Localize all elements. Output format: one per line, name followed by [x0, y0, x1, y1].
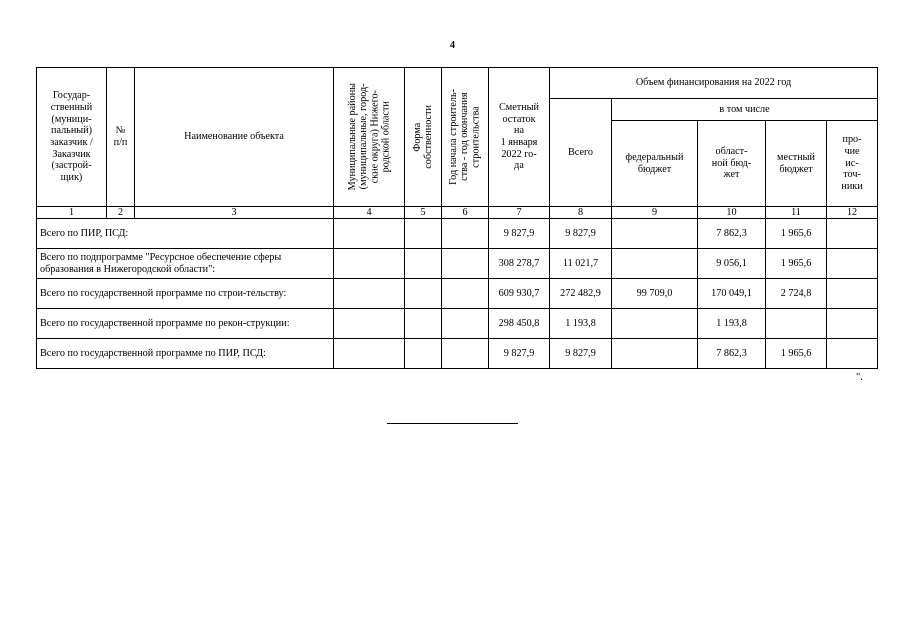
row-other — [827, 249, 878, 279]
row-balance: 308 278,7 — [489, 249, 550, 279]
column-number: 8 — [550, 207, 612, 219]
table-row — [37, 309, 878, 339]
row-label: Всего по государственной программе по ПИР, ПСД: — [37, 339, 334, 369]
header-number: № п/п — [107, 68, 135, 207]
table-row — [37, 339, 878, 369]
row-local: 2 724,8 — [766, 279, 827, 309]
row-total: 272 482,9 — [550, 279, 612, 309]
table-row — [37, 219, 878, 249]
column-number: 2 — [107, 207, 135, 219]
row-total: 9 827,9 — [550, 219, 612, 249]
row-regional: 7 862,3 — [698, 219, 766, 249]
header-local: местный бюджет — [766, 121, 827, 207]
header-object-name: Наименование объекта — [135, 68, 334, 207]
column-number: 1 — [37, 207, 107, 219]
row-total: 1 193,8 — [550, 309, 612, 339]
row-balance: 9 827,9 — [489, 339, 550, 369]
column-number: 9 — [612, 207, 698, 219]
closing-quote: ". — [856, 372, 863, 383]
header-including: в том числе — [612, 99, 878, 121]
row-regional: 9 056,1 — [698, 249, 766, 279]
row-federal — [612, 309, 698, 339]
row-balance: 298 450,8 — [489, 309, 550, 339]
column-number: 3 — [135, 207, 334, 219]
row-label: Всего по ПИР, ПСД: — [37, 219, 334, 249]
row-other — [827, 219, 878, 249]
header-federal: федеральный бюджет — [612, 121, 698, 207]
financing-table — [36, 67, 878, 369]
row-local: 1 965,6 — [766, 339, 827, 369]
header-customer: Государ- ственный (муници- пальный) заказчик / Заказчик (застрой- щик) — [37, 68, 107, 207]
header-ownership: Форма собственности — [405, 68, 442, 207]
row-total: 11 021,7 — [550, 249, 612, 279]
page-number: 4 — [450, 40, 455, 51]
row-label: Всего по государственной программе по рекон-струкции: — [37, 309, 334, 339]
row-label: Всего по подпрограмме "Ресурсное обеспечение сферы образования в Нижегородской области": — [37, 249, 334, 279]
row-other — [827, 279, 878, 309]
column-number: 7 — [489, 207, 550, 219]
row-regional: 1 193,8 — [698, 309, 766, 339]
row-balance: 609 930,7 — [489, 279, 550, 309]
row-balance: 9 827,9 — [489, 219, 550, 249]
row-local — [766, 309, 827, 339]
row-federal — [612, 219, 698, 249]
table-row — [37, 279, 878, 309]
column-number: 4 — [334, 207, 405, 219]
column-number: 5 — [405, 207, 442, 219]
header-years: Год начала строитель- ства - год окончания строительства — [442, 68, 489, 207]
row-federal — [612, 249, 698, 279]
header-other: про- чие ис- точ- ники — [827, 121, 878, 207]
header-financing-group: Объем финансирования на 2022 год — [550, 68, 878, 99]
row-regional: 170 049,1 — [698, 279, 766, 309]
header-estimate-balance: Сметный остаток на 1 января 2022 го- да — [489, 68, 550, 207]
column-number: 11 — [766, 207, 827, 219]
header-regional: област- ной бюд- жет — [698, 121, 766, 207]
table-row — [37, 249, 878, 279]
row-local: 1 965,6 — [766, 219, 827, 249]
row-federal — [612, 339, 698, 369]
column-number: 10 — [698, 207, 766, 219]
row-other — [827, 339, 878, 369]
column-number-row — [37, 207, 878, 219]
row-label: Всего по государственной программе по строи-тельству: — [37, 279, 334, 309]
column-number: 12 — [827, 207, 878, 219]
row-federal: 99 709,0 — [612, 279, 698, 309]
end-of-document-rule — [387, 423, 518, 424]
row-total: 9 827,9 — [550, 339, 612, 369]
header-districts: Муниципальные районы (муниципальные, город- ские округа) Нижего- родской области — [334, 68, 405, 207]
row-regional: 7 862,3 — [698, 339, 766, 369]
row-local: 1 965,6 — [766, 249, 827, 279]
row-other — [827, 309, 878, 339]
header-total: Всего — [550, 99, 612, 207]
column-number: 6 — [442, 207, 489, 219]
